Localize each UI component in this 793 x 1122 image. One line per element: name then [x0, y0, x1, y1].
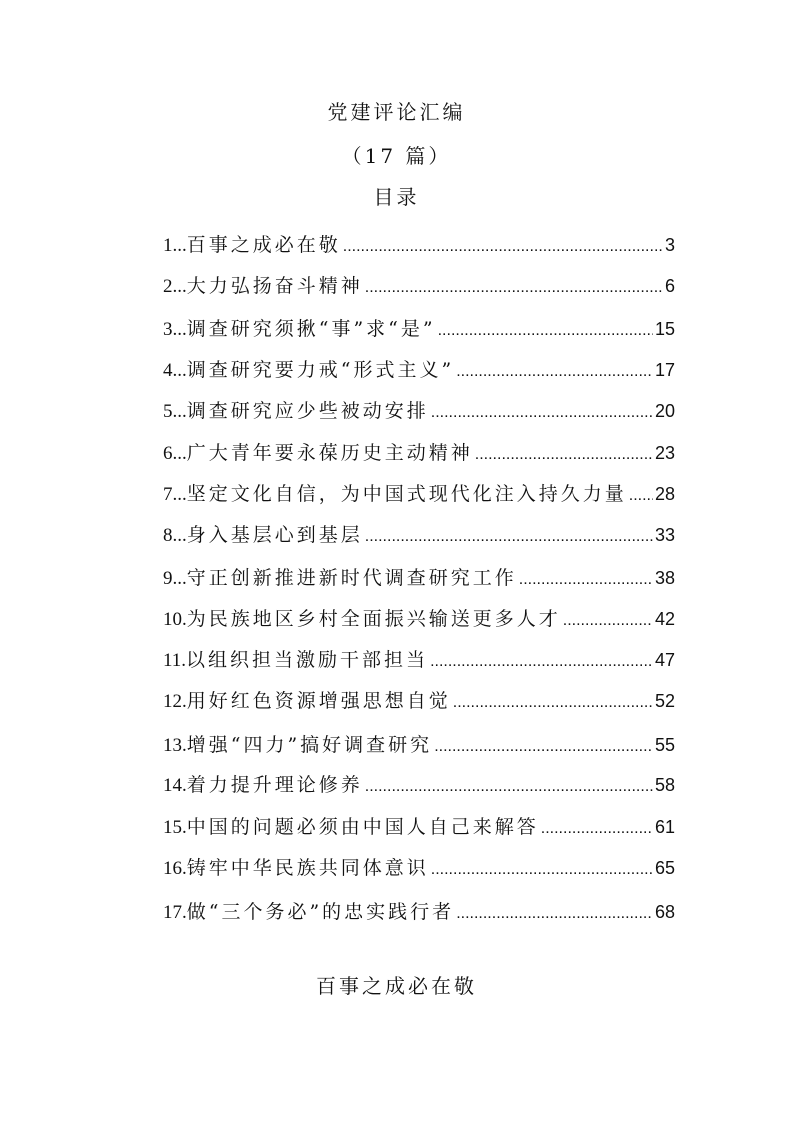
toc-dot-leader [541, 820, 653, 838]
toc-entry-number: 4... [163, 360, 187, 381]
toc-entry-page: 68 [654, 902, 675, 922]
toc-entry-number: 6... [163, 443, 187, 464]
toc-entry[interactable] [163, 897, 675, 923]
toc-entry[interactable] [163, 730, 675, 756]
toc-entry-title: 增强“四力”搞好调查研究 [186, 734, 433, 756]
toc-entry-page: 47 [654, 650, 675, 670]
toc-entry-title: 百事之成必在敬 [186, 234, 341, 256]
toc-entry-title: 守正创新推进新时代调查研究工作 [186, 567, 517, 589]
toc-entry-page: 61 [654, 817, 675, 837]
toc-entry[interactable] [163, 520, 675, 546]
toc-entry-number: 3... [163, 319, 187, 340]
toc-dot-leader [563, 612, 653, 630]
toc-entry[interactable] [163, 770, 675, 796]
toc-entry-number: 12. [163, 691, 187, 712]
toc-entry-number: 2... [163, 276, 187, 297]
toc-dot-leader [629, 487, 653, 505]
toc-entry-page: 28 [654, 484, 675, 504]
toc-dot-leader [475, 446, 653, 464]
toc-entry-title: 广大青年要永葆历史主动精神 [186, 442, 473, 464]
toc-entry[interactable] [163, 812, 675, 838]
toc-entry[interactable] [163, 479, 675, 505]
toc-entry-page: 42 [654, 609, 675, 629]
toc-entry-number: 8... [163, 525, 187, 546]
toc-entry-title: 坚定文化自信，为中国式现代化注入持久力量 [186, 483, 627, 505]
toc-entry-title: 用好红色资源增强思想自觉 [186, 690, 451, 712]
toc-entry-page: 20 [654, 401, 675, 421]
toc-entry[interactable] [163, 355, 675, 381]
toc-entry-number: 5... [163, 401, 187, 422]
toc-entry-title: 铸牢中华民族共同体意识 [186, 857, 429, 879]
toc-entry[interactable] [163, 314, 675, 340]
toc-entry-page: 38 [654, 568, 675, 588]
toc-entry-number: 9... [163, 568, 187, 589]
toc-entry-page: 65 [654, 858, 675, 878]
toc-entry-number: 7... [163, 484, 187, 505]
toc-entry-title: 中国的问题必须由中国人自己来解答 [186, 816, 539, 838]
toc-entry-number: 10. [163, 609, 187, 630]
toc-entry-page: 33 [654, 525, 675, 545]
toc-entry-page: 58 [654, 775, 675, 795]
toc-entry-number: 13. [163, 735, 187, 756]
toc-dot-leader [430, 653, 653, 671]
toc-entry-title: 调查研究要力戒“形式主义” [186, 359, 455, 381]
document-subtitle: （17 篇） [341, 144, 452, 168]
toc-entry-number: 17. [163, 902, 187, 923]
toc-entry[interactable] [163, 686, 675, 712]
toc-entry-number: 11. [163, 650, 187, 671]
toc-entry-title: 为民族地区乡村全面振兴输送更多人才 [186, 608, 561, 630]
toc-entry-title: 身入基层心到基层 [186, 524, 363, 546]
toc-entry-title: 调查研究应少些被动安排 [186, 400, 429, 422]
toc-entry[interactable] [163, 438, 675, 464]
toc-entry-page: 6 [664, 276, 675, 296]
toc-dot-leader [431, 404, 653, 422]
toc-entry[interactable] [163, 396, 675, 422]
toc-entry[interactable] [163, 271, 675, 297]
toc-dot-leader [365, 778, 653, 796]
toc-entry-page: 55 [654, 735, 675, 755]
toc-dot-leader [519, 571, 653, 589]
toc-dot-leader [365, 279, 663, 297]
toc-entry[interactable] [163, 604, 675, 630]
toc-entry-number: 15. [163, 817, 187, 838]
toc-entry-title: 做“三个务必”的忠实践行者 [186, 901, 455, 923]
toc-entry-title: 调查研究须揪“事”求“是” [186, 318, 436, 340]
toc-entry-number: 14. [163, 775, 187, 796]
document-title: 党建评论汇编 [327, 100, 466, 124]
toc-heading: 目录 [373, 185, 420, 209]
toc-entry-title: 着力提升理论修养 [186, 774, 363, 796]
toc-entry-page: 15 [654, 319, 675, 339]
toc-entry-title: 大力弘扬奋斗精神 [186, 275, 363, 297]
toc-entry[interactable] [163, 230, 675, 256]
toc-dot-leader [438, 322, 653, 340]
toc-dot-leader [456, 363, 653, 381]
section-heading: 百事之成必在敬 [316, 974, 477, 998]
toc-dot-leader [434, 738, 653, 756]
toc-entry-number: 1... [163, 235, 187, 256]
toc-dot-leader [343, 238, 663, 256]
toc-dot-leader [365, 528, 653, 546]
toc-entry-page: 17 [654, 360, 675, 380]
toc-entry[interactable] [163, 853, 675, 879]
toc-dot-leader [431, 861, 653, 879]
toc-entry-page: 52 [654, 691, 675, 711]
toc-entry[interactable] [163, 645, 675, 671]
toc-dot-leader [453, 694, 653, 712]
toc-entry-title: 以组织担当激励干部担当 [186, 649, 429, 671]
toc-entry-number: 16. [163, 858, 187, 879]
toc-dot-leader [456, 905, 653, 923]
toc-entry-page: 3 [664, 235, 675, 255]
toc-entry[interactable] [163, 563, 675, 589]
toc-entry-page: 23 [654, 443, 675, 463]
